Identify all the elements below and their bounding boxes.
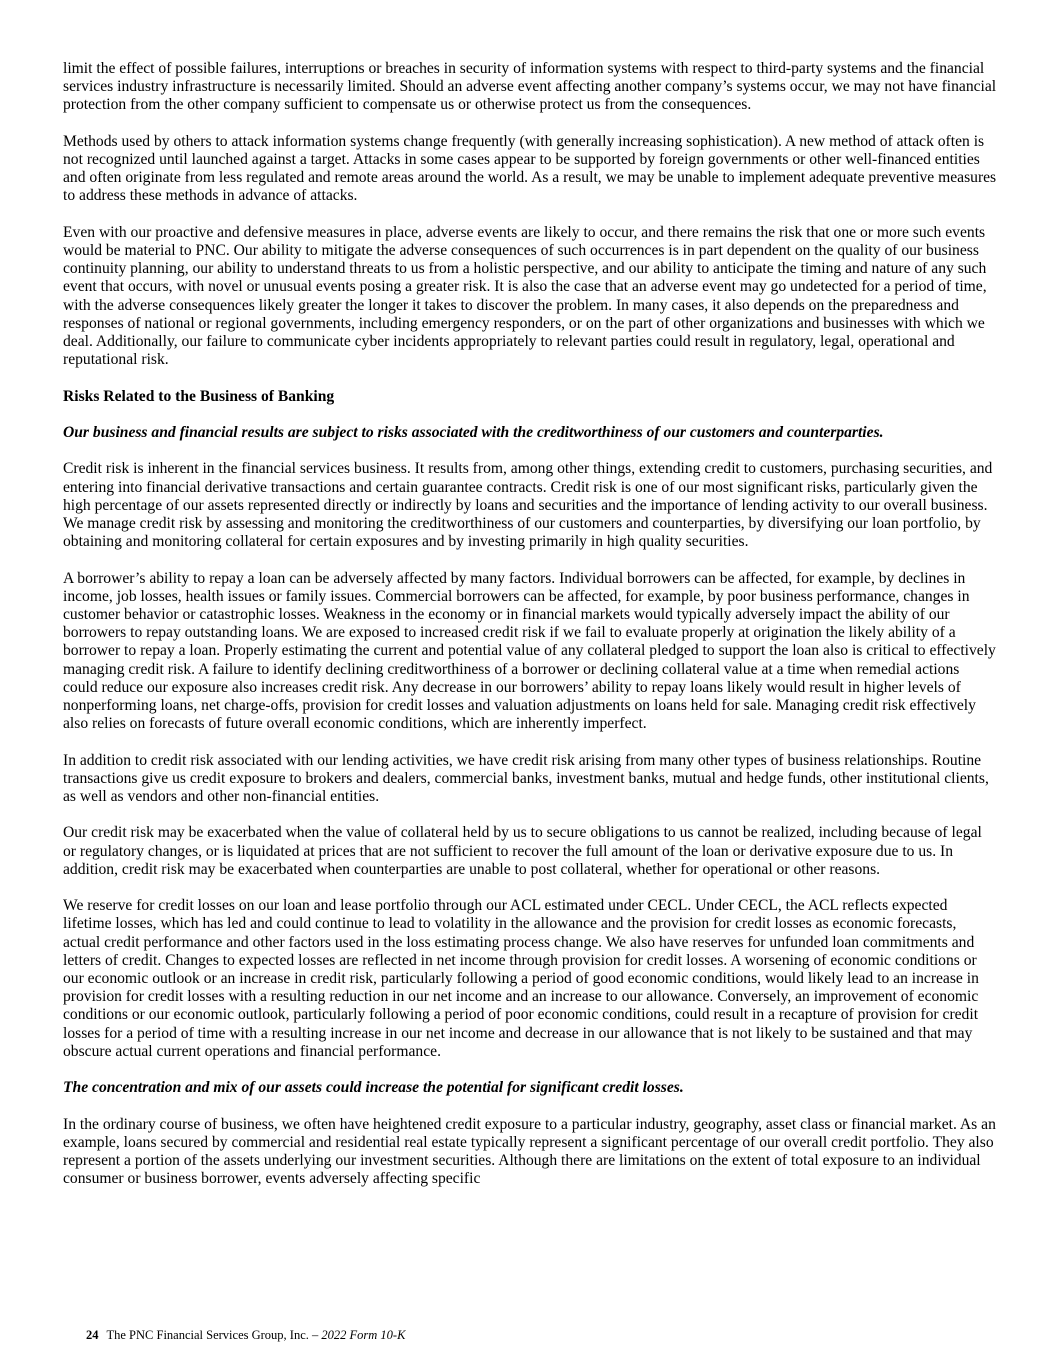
footer-company: The PNC Financial Services Group, Inc. – (106, 1328, 322, 1342)
document-body (63, 60, 997, 1207)
paragraph-collateral: Our credit risk may be exacerbated when the value of collateral held by us to secure obligations to us cannot be realized, including because of legal or regulatory changes, or is liquidated at prices that are not sufficient to recover the full amount of the loan or derivative exposure due to us. In addition, credit risk may be exacerbated when counterparties are unable to post collateral, whether for operational or other reasons. (63, 824, 982, 878)
footer-form: 2022 Form 10-K (321, 1328, 406, 1342)
risk-heading-creditworthiness: Our business and financial results are subject to risks associated with the creditworthiness of our customers and counterparties. (63, 424, 884, 441)
paragraph-credit-risk: Credit risk is inherent in the financial services business. It results from, among other things, extending credit to customers, purchasing securities, and entering into financial derivative transactions and certain guarantee contracts. Credit risk is one of our most significant risks, particularly given the high percentage of our assets represented directly or indirectly by loans and securities and the importance of lending activity to our overall business. We manage credit risk by assessing and monitoring the creditworthiness of our customers and counterparties, by diversifying our loan portfolio, by obtaining and monitoring collateral for certain exposures and by investing primarily in high quality securities. (63, 460, 993, 551)
section-heading: Risks Related to the Business of Banking (63, 387, 335, 405)
paragraph-credit-reserves: We reserve for credit losses on our loan and lease portfolio through our ACL estimated under CECL. Under CECL, the ACL reflects expected lifetime losses, which has led and could continue to lead to volatility in the allowance and the provision for credit losses as economic forecasts, actual credit performance and other factors used in the loss estimating process change. We also have reserves for unfunded loan commitments and letters of credit. Changes to expected losses are reflected in net income through provision for credit losses. A worsening of economic conditions or our economic outlook or an increase in credit risk, particularly following a period of good economic conditions, would likely lead to an increase in provision for credit losses with a resulting reduction in our net income and an increase to our allowance. Conversely, an improvement of economic conditions or our economic outlook, particularly following a period of poor economic conditions, could result in a recapture of provision for credit losses for a period of time with a resulting increase in our net income and decrease in our allowance that is not likely to be sustained and that may obscure actual current operations and financial performance. (63, 897, 979, 1060)
paragraph-third-party-systems: limit the effect of possible failures, interruptions or breaches in security of information systems with respect to third-party systems and the financial services industry infrastructure is necessarily limited. Should an adverse event affecting another company’s systems occur, we may not have financial protection from the other company sufficient to compensate us or otherwise protect us from the consequences. (63, 60, 997, 114)
paragraph-other-credit-risk: In addition to credit risk associated with our lending activities, we have credit risk arising from many other types of business relationships. Routine transactions give us credit exposure to brokers and dealers, commercial banks, investment banks, mutual and hedge funds, other institutional clients, as well as vendors and other non-financial entities. (63, 751, 989, 806)
page-number: 24 (86, 1328, 99, 1342)
paragraph-attack-methods: Methods used by others to attack information systems change frequently (with generally increasing sophistication). A new method of attack often is not recognized until launched against a target. Attacks in some cases appear to be supported by foreign governments or other well-financed entities and often originate from less regulated and remote areas around the world. As a result, we may be unable to implement adequate preventive measures to address these methods in advance of attacks. (63, 132, 997, 205)
paragraph-borrower-ability: A borrower’s ability to repay a loan can be adversely affected by many factors. Individual borrowers can be affected, for example, by declines in income, job losses, health issues or family issues. Commercial borrowers can be affected, for example, by poor business performance, changes in customer behavior or catastrophic losses. Weakness in the economy or in financial markets would typically adversely impact the ability of our borrowers to repay outstanding loans. We are exposed to increased credit risk if we fail to evaluate properly at origination the likely ability of a borrower to repay a loan. Properly estimating the current and potential value of any collateral pledged to support the loan also is critical to effectively managing credit risk. A failure to identify declining creditworthiness of a borrower or declining collateral value at a time when remedial actions could reduce our exposure also increases credit risk. Any decrease in our borrowers’ ability to repay loans likely would result in higher levels of nonperforming loans, net charge-offs, provision for credit losses and valuation adjustments on loans held for sale. Managing credit risk effectively also relies on forecasts of future overall economic conditions, which are inherently imperfect. (63, 569, 996, 733)
paragraph-concentration: In the ordinary course of business, we often have heightened credit exposure to a particular industry, geography, asset class or financial market. As an example, loans secured by commercial and residential real estate typically represent a significant percentage of our overall credit portfolio. They also represent a portion of the assets underlying our investment securities. Although there are limitations on the extent of total exposure to an individual consumer or business borrower, events adversely affecting specific (63, 1115, 996, 1188)
risk-heading-concentration: The concentration and mix of our assets could increase the potential for significant credit losses. (63, 1079, 684, 1097)
page-footer (86, 1327, 405, 1343)
paragraph-adverse-events: Even with our proactive and defensive measures in place, adverse events are likely to occur, and there remains the risk that one or more such events would be material to PNC. Our ability to mitigate the adverse consequences of such occurrences is in part dependent on the quality of our business continuity planning, our ability to understand threats to us from a holistic perspective, and our ability to anticipate the timing and nature of any such event that occurs, with novel or unusual events posing a greater risk. It is also the case that an adverse event may go undetected for a period of time, with the adverse consequences likely greater the longer it takes to discover the problem. In many cases, it also depends on the preparedness and responses of national or regional governments, including emergency responders, or on the part of other organizations and businesses with which we deal. Additionally, our failure to communicate cyber incidents appropriately to relevant parties could result in regulatory, legal, operational and reputational risk. (63, 223, 987, 369)
